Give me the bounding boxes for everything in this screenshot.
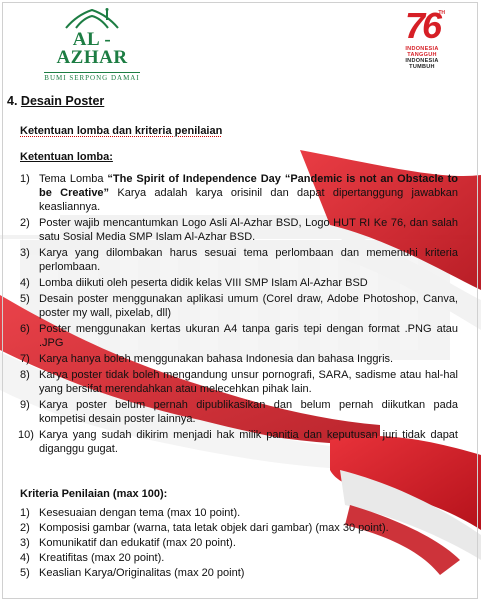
item-text: Komposisi gambar (warna, tata letak objek dari gambar) (max 30 point). (39, 522, 389, 534)
item-text: Karya adalah karya orisinil dan dapat dipertanggung jawabkan keasliannya. (39, 187, 458, 213)
item-text: Kreatifitas (max 20 point). (39, 552, 165, 564)
hut-line-3: INDONESIA (405, 58, 439, 64)
item-number: 1) (20, 173, 30, 185)
list-item (20, 536, 458, 550)
rules-list (20, 172, 458, 458)
item-lead: Tema Lomba (39, 173, 108, 185)
rules-heading: Ketentuan lomba: (20, 151, 113, 163)
list-item (20, 368, 458, 396)
hut-superscript: TH (438, 10, 445, 16)
criteria-list (20, 506, 458, 581)
item-number: 5) (20, 293, 30, 305)
item-number: 1) (20, 507, 30, 519)
item-text: Desain poster menggunakan aplikasi umum (Corel draw, Adobe Photoshop, Canva, poster my wall, pixelab, dll) (39, 293, 458, 319)
hut-line-4: TUMBUH (409, 64, 435, 70)
item-number: 3) (20, 537, 30, 549)
item-text: Karya poster tidak boleh mengandung unsur pornografi, SARA, sadisme atau hal-hal yang bersifat merendahkan atau melecehkan pihak lain. (39, 369, 458, 395)
section-number: 4. (7, 94, 18, 108)
item-text: Komunikatif dan edukatif (max 20 point). (39, 537, 236, 549)
list-item (20, 292, 458, 320)
list-item (20, 428, 458, 456)
criteria-heading: Kriteria Penilaian (max 100): (20, 488, 168, 500)
item-text: Lomba diikuti oleh peserta didik kelas VIII SMP Islam Al-Azhar BSD (39, 277, 368, 289)
list-item (20, 322, 458, 350)
item-number: 10) (18, 429, 34, 441)
list-item (20, 172, 458, 214)
item-number: 2) (20, 522, 30, 534)
item-number: 8) (20, 369, 30, 381)
logo-name: AL - AZHAR (56, 29, 128, 68)
hut-line-1: INDONESIA (405, 46, 439, 52)
list-item (20, 246, 458, 274)
item-number: 2) (20, 217, 30, 229)
item-text: Poster menggunakan kertas ukuran A4 tanpa garis tepi dengan format .PNG atau .JPG (39, 323, 458, 349)
item-text: Keaslian Karya/Originalitas (max 20 point) (39, 567, 245, 579)
list-item (20, 521, 458, 535)
item-text: Karya yang dilombakan harus sesuai tema perlombaan dan memenuhi kriteria perlombaan. (39, 247, 458, 273)
item-text: Karya yang sudah dikirim menjadi hak milik panitia dan keputusan juri tidak dapat diganggu gugat. (39, 429, 458, 455)
subheading: Ketentuan lomba dan kriteria penilaian (20, 125, 223, 137)
item-text: Karya poster belum pernah dipublikasikan dan belum pernah diikutkan pada kompetisi desain poster lainnya. (39, 399, 458, 425)
list-item (20, 352, 458, 366)
item-number: 4) (20, 552, 30, 564)
section-title-text: Desain Poster (20, 94, 105, 108)
item-number: 9) (20, 399, 30, 411)
list-item (20, 566, 458, 580)
section-title (7, 94, 104, 108)
item-bold-text: “The Spirit of Independence Day “Pandemic is not an Obstacle to be Creative” (39, 173, 458, 199)
item-number: 6) (20, 323, 30, 335)
hut-line-2: TANGGUH (407, 52, 437, 58)
item-number: 3) (20, 247, 30, 259)
item-number: 7) (20, 353, 30, 365)
list-item (20, 276, 458, 290)
hut-number: 76 (404, 5, 440, 46)
item-number: 5) (20, 567, 30, 579)
item-text: Kesesuaian dengan tema (max 10 point). (39, 507, 241, 519)
item-text: Karya hanya boleh menggunakan bahasa Indonesia dan bahasa Inggris. (39, 353, 394, 365)
logo-subtitle: BUMI SERPONG DAMAI (44, 74, 140, 82)
list-item (20, 506, 458, 520)
list-item (20, 551, 458, 565)
item-text: Poster wajib mencantumkan Logo Asli Al-Azhar BSD, Logo HUT RI Ke 76, dan salah satu Sosial Media SMP Islam Al-Azhar BSD. (39, 217, 458, 243)
list-item (20, 216, 458, 244)
list-item (20, 398, 458, 426)
item-number: 4) (20, 277, 30, 289)
